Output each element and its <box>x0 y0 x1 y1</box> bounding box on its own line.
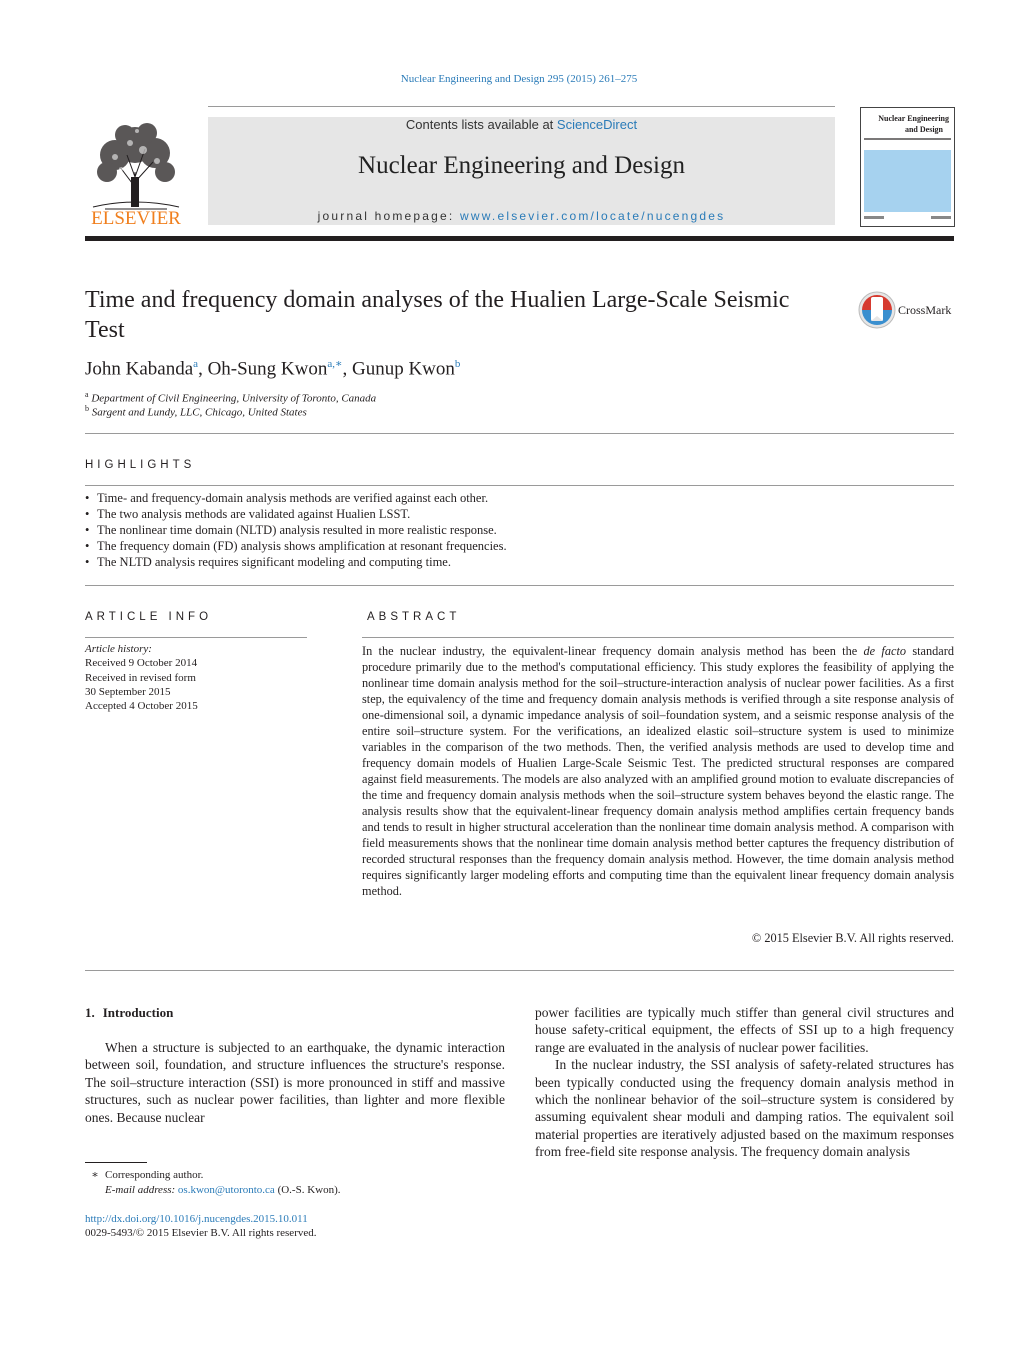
header-thick-rule <box>85 236 954 241</box>
author-affil-mark[interactable]: a,∗ <box>327 358 343 370</box>
sciencedirect-link[interactable]: ScienceDirect <box>556 117 638 132</box>
journal-banner <box>208 117 835 225</box>
author-separator: , <box>342 358 352 380</box>
history-label: Article history: <box>85 643 152 655</box>
affiliation-a <box>85 390 376 405</box>
journal-citation[interactable]: Nuclear Engineering and Design 295 (2015) 261–275 <box>400 73 638 85</box>
affiliation-text: Department of Civil Engineering, University of Toronto, Canada <box>91 392 377 405</box>
section-title: Introduction <box>102 1005 174 1020</box>
section-rule <box>85 433 954 434</box>
highlight-item <box>85 490 507 506</box>
affiliation-b <box>85 404 307 419</box>
author-name[interactable]: John Kabanda <box>85 358 194 380</box>
section-rule <box>85 637 307 638</box>
email-suffix: (O.-S. Kwon). <box>274 1183 341 1196</box>
highlights-heading: HIGHLIGHTS <box>85 459 196 471</box>
abstract-part: standard procedure primarily due to the method's computational efficiency. This study explores the feasibility of applying the nonlinear time domain analysis method for the soil–structure-interaction analysis of nuclear power facilities. As a first step, the equivalency of the time and frequency domain analysis methods is verified through a site response analysis of one-dimensional soil, a dynamic impedance analysis of soil–foundation system, and a seismic response analysis of the entire soil–structure system. For the verifications, an idealized elastic soil–structure system is used to minimize variables in the comparison of the two methods. Then, the verified analysis methods are used to develop time and frequency domain models of Hualien Large-Scale Seismic Test. The predicted structural responses are compared against field measurements. The models are also analyzed with an amplified ground motion to evaluate discrepancies of the time and frequency domain analysis methods when the soil–structure system behaves beyond the elastic range. The analysis results show that the equivalent-linear frequency domain analysis method amplifies certain frequency bands and tends to result in higher structural acceleration than the nonlinear time domain analysis method. A comparison with field measurements shows that the nonlinear time domain analysis method better captures the frequency distribution of recorded structural responses than the frequency domain analysis method. However, the time domain analysis method requires significantly larger modeling efforts and computing time than the equivalent linear frequency domain analysis method. <box>362 644 954 898</box>
homepage-line <box>208 209 835 223</box>
highlight-text: Time- and frequency-domain analysis methods are verified against each other. <box>97 491 489 505</box>
affiliation-mark: a <box>85 390 89 399</box>
author-list <box>85 357 460 380</box>
body-column-right <box>535 1004 954 1161</box>
elsevier-wordmark: ELSEVIER <box>91 208 181 227</box>
highlight-item <box>85 506 507 522</box>
crossmark-badge[interactable] <box>858 290 954 330</box>
article-title: Time and frequency domain analyses of the Hualien Large-Scale Seismic Test <box>85 287 790 343</box>
doi-link[interactable]: http://dx.doi.org/10.1016/j.nucengdes.2015.10.011 <box>85 1213 308 1225</box>
contents-prefix: Contents lists available at <box>405 117 557 132</box>
footnote-mark: ∗ <box>91 1169 99 1181</box>
email-label: E-mail address: <box>105 1183 176 1196</box>
homepage-link[interactable]: www.elsevier.com/locate/nucengdes <box>459 209 726 223</box>
homepage-prefix: journal homepage: <box>317 209 460 223</box>
highlight-item <box>85 554 507 570</box>
elsevier-tree-logo <box>85 117 187 227</box>
section-rule <box>85 485 954 486</box>
abstract-italic: de facto <box>863 644 907 658</box>
header-rule <box>208 106 835 107</box>
issn-line: 0029-5493/© 2015 Elsevier B.V. All rights reserved. <box>85 1227 317 1239</box>
highlight-text: The nonlinear time domain (NLTD) analysis resulted in more realistic response. <box>97 523 497 537</box>
author-name[interactable]: Gunup Kwon <box>351 358 455 380</box>
history-line: Received 9 October 2014 <box>85 657 198 670</box>
affiliation-text: Sargent and Lundy, LLC, Chicago, United States <box>91 406 307 419</box>
cover-title-line1: Nuclear Engineering <box>878 114 949 123</box>
highlights-list <box>85 490 507 570</box>
highlight-item <box>85 522 507 538</box>
body-column-left <box>85 1039 505 1126</box>
cover-title-line2: and Design <box>904 125 943 134</box>
article-history <box>85 642 198 713</box>
history-line: 30 September 2015 <box>85 685 171 698</box>
highlight-text: The NLTD analysis requires significant modeling and computing time. <box>97 555 451 569</box>
section-rule <box>85 585 954 586</box>
affiliation-mark: b <box>85 404 89 413</box>
author-separator: , <box>198 358 208 380</box>
crossmark-icon <box>859 292 895 328</box>
body-paragraph: When a structure is subjected to an earthquake, the dynamic interaction between soil, foundation, and structure influences the structure's response. The soil–structure interaction (SSI) is more pronounced in stiff and massive structures, such as nuclear power facilities, than lighter and more flexible ones. Because nuclear <box>85 1040 505 1125</box>
contents-line <box>208 117 835 132</box>
abstract-copyright: © 2015 Elsevier B.V. All rights reserved. <box>751 931 954 945</box>
highlight-text: The frequency domain (FD) analysis shows amplification at resonant frequencies. <box>97 539 507 553</box>
author-affil-mark[interactable]: a <box>193 358 199 370</box>
history-line: Accepted 4 October 2015 <box>85 700 198 713</box>
elsevier-logo[interactable] <box>85 117 187 227</box>
section-rule <box>362 637 954 638</box>
author-affil-mark[interactable]: b <box>454 358 461 370</box>
author-name[interactable]: Oh-Sung Kwon <box>207 358 328 380</box>
highlight-item <box>85 538 507 554</box>
crossmark-label: CrossMark <box>898 303 952 317</box>
body-paragraph: In the nuclear industry, the SSI analysis of safety-related structures has been typically conducted using the frequency domain analysis method in which the nonlinear behavior of the soil–structure system is considered by assuming equivalent shear moduli and damping ratios. The equivalent soil material properties are iteratively adjusted based on the maximum responses from free-field site response analysis. The frequency domain analysis <box>535 1057 954 1160</box>
abstract-part: In the nuclear industry, the equivalent-linear frequency domain analysis method has been the <box>362 644 864 658</box>
highlight-text: The two analysis methods are validated against Hualien LSST. <box>97 507 411 521</box>
section-number: 1. <box>85 1005 95 1020</box>
history-line: Received in revised form <box>85 671 196 684</box>
body-paragraph: power facilities are typically much stiffer than general civil structures and house safety-critical equipment, the effects of SSI up to a high frequency range are evaluated in the analysis of nuclear power facilities. <box>535 1005 954 1055</box>
abstract-text <box>362 643 954 899</box>
section-rule <box>85 970 954 971</box>
footnote <box>85 1168 341 1197</box>
article-info-heading: ARTICLE INFO <box>85 611 213 623</box>
footnote-rule <box>85 1162 147 1163</box>
abstract-heading: ABSTRACT <box>367 611 461 623</box>
journal-name: Nuclear Engineering and Design <box>358 152 685 179</box>
doi-block <box>85 1212 317 1240</box>
section-heading <box>85 1005 173 1021</box>
corresponding-author-note: Corresponding author. <box>105 1169 204 1181</box>
email-link[interactable]: os.kwon@utoronto.ca <box>177 1183 275 1196</box>
journal-cover-thumbnail[interactable] <box>860 107 955 227</box>
